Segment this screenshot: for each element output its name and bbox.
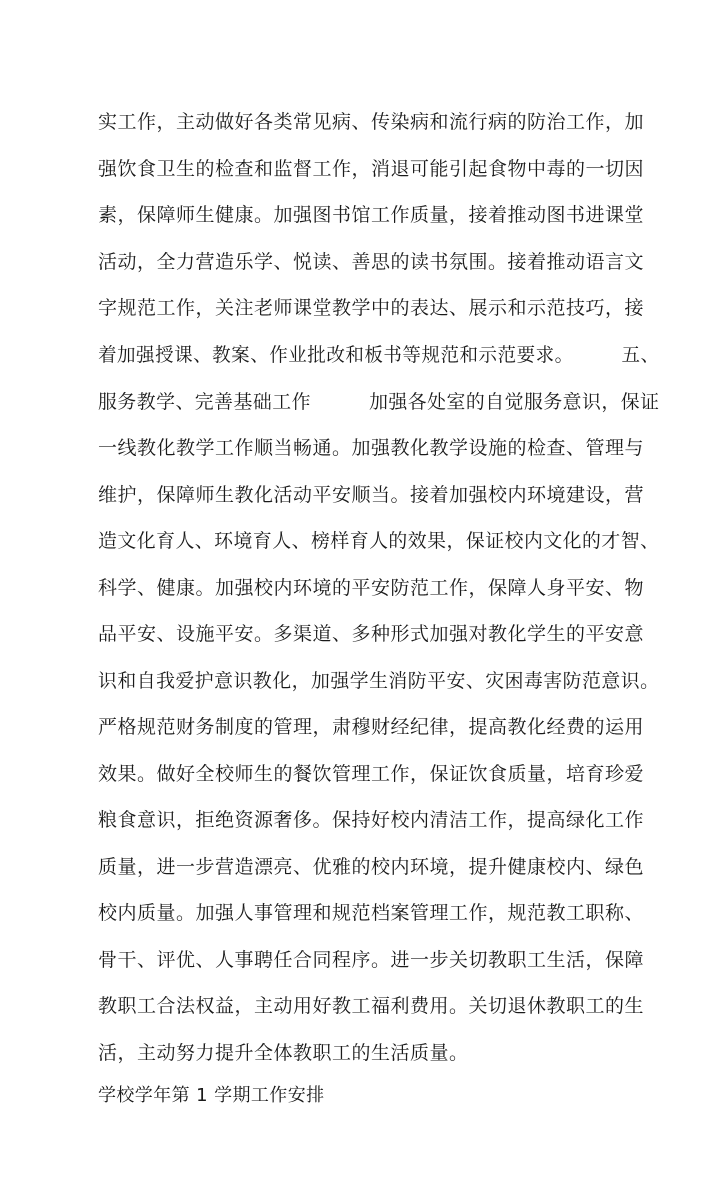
text-line: 强饮食卫生的检查和监督工作，消退可能引起食物中毒的一切因 xyxy=(98,158,645,180)
text-line: 字规范工作，关注老师课堂教学中的表达、展示和示范技巧，接 xyxy=(98,297,645,319)
text-line: 严格规范财务制度的管理，肃穆财经纪律，提高教化经费的运用 xyxy=(98,716,645,738)
text-line: 造文化育人、环境育人、榜样育人的效果，保证校内文化的才智、 xyxy=(98,530,660,552)
text-line: 实工作，主动做好各类常见病、传染病和流行病的防治工作，加 xyxy=(98,111,645,133)
text-line: 活，主动努力提升全体教职工的生活质量。 xyxy=(98,1042,469,1064)
text-line: 素，保障师生健康。加强图书馆工作质量，接着推动图书进课堂 xyxy=(98,204,645,226)
text-line: 效果。做好全校师生的餐饮管理工作，保证饮食质量，培育珍爱 xyxy=(98,763,645,785)
text-line: 教职工合法权益，主动用好教工福利费用。关切退休教职工的生 xyxy=(98,995,645,1017)
text-line: 着加强授课、教案、作业批改和板书等规范和示范要求。 五、 xyxy=(98,344,660,366)
text-line: 活动，全力营造乐学、悦读、善思的读书氛围。接着推动语言文 xyxy=(98,251,645,273)
text-line: 服务教学、完善基础工作 加强各处室的自觉服务意识，保证 xyxy=(98,391,660,413)
text-line: 一线教化教学工作顺当畅通。加强教化教学设施的检查、管理与 xyxy=(98,437,645,459)
text-line: 粮食意识，拒绝资源奢侈。保持好校内清洁工作，提高绿化工作 xyxy=(98,809,645,831)
text-line: 校内质量。加强人事管理和规范档案管理工作，规范教工职称、 xyxy=(98,902,645,924)
text-line: 品平安、设施平安。多渠道、多种形式加强对教化学生的平安意 xyxy=(98,623,645,645)
text-line: 质量，进一步营造漂亮、优雅的校内环境，提升健康校内、绿色 xyxy=(98,856,645,878)
text-line: 科学、健康。加强校内环境的平安防范工作，保障人身平安、物 xyxy=(98,577,645,599)
text-line: 识和自我爱护意识教化，加强学生消防平安、灾困毒害防范意识。 xyxy=(98,670,660,692)
text-line: 维护，保障师生教化活动平安顺当。接着加强校内环境建设，营 xyxy=(98,484,645,506)
section-heading: 学校学年第 1 学期工作安排 xyxy=(98,1085,325,1106)
text-line: 骨干、评优、人事聘任合同程序。进一步关切教职工生活，保障 xyxy=(98,949,645,971)
